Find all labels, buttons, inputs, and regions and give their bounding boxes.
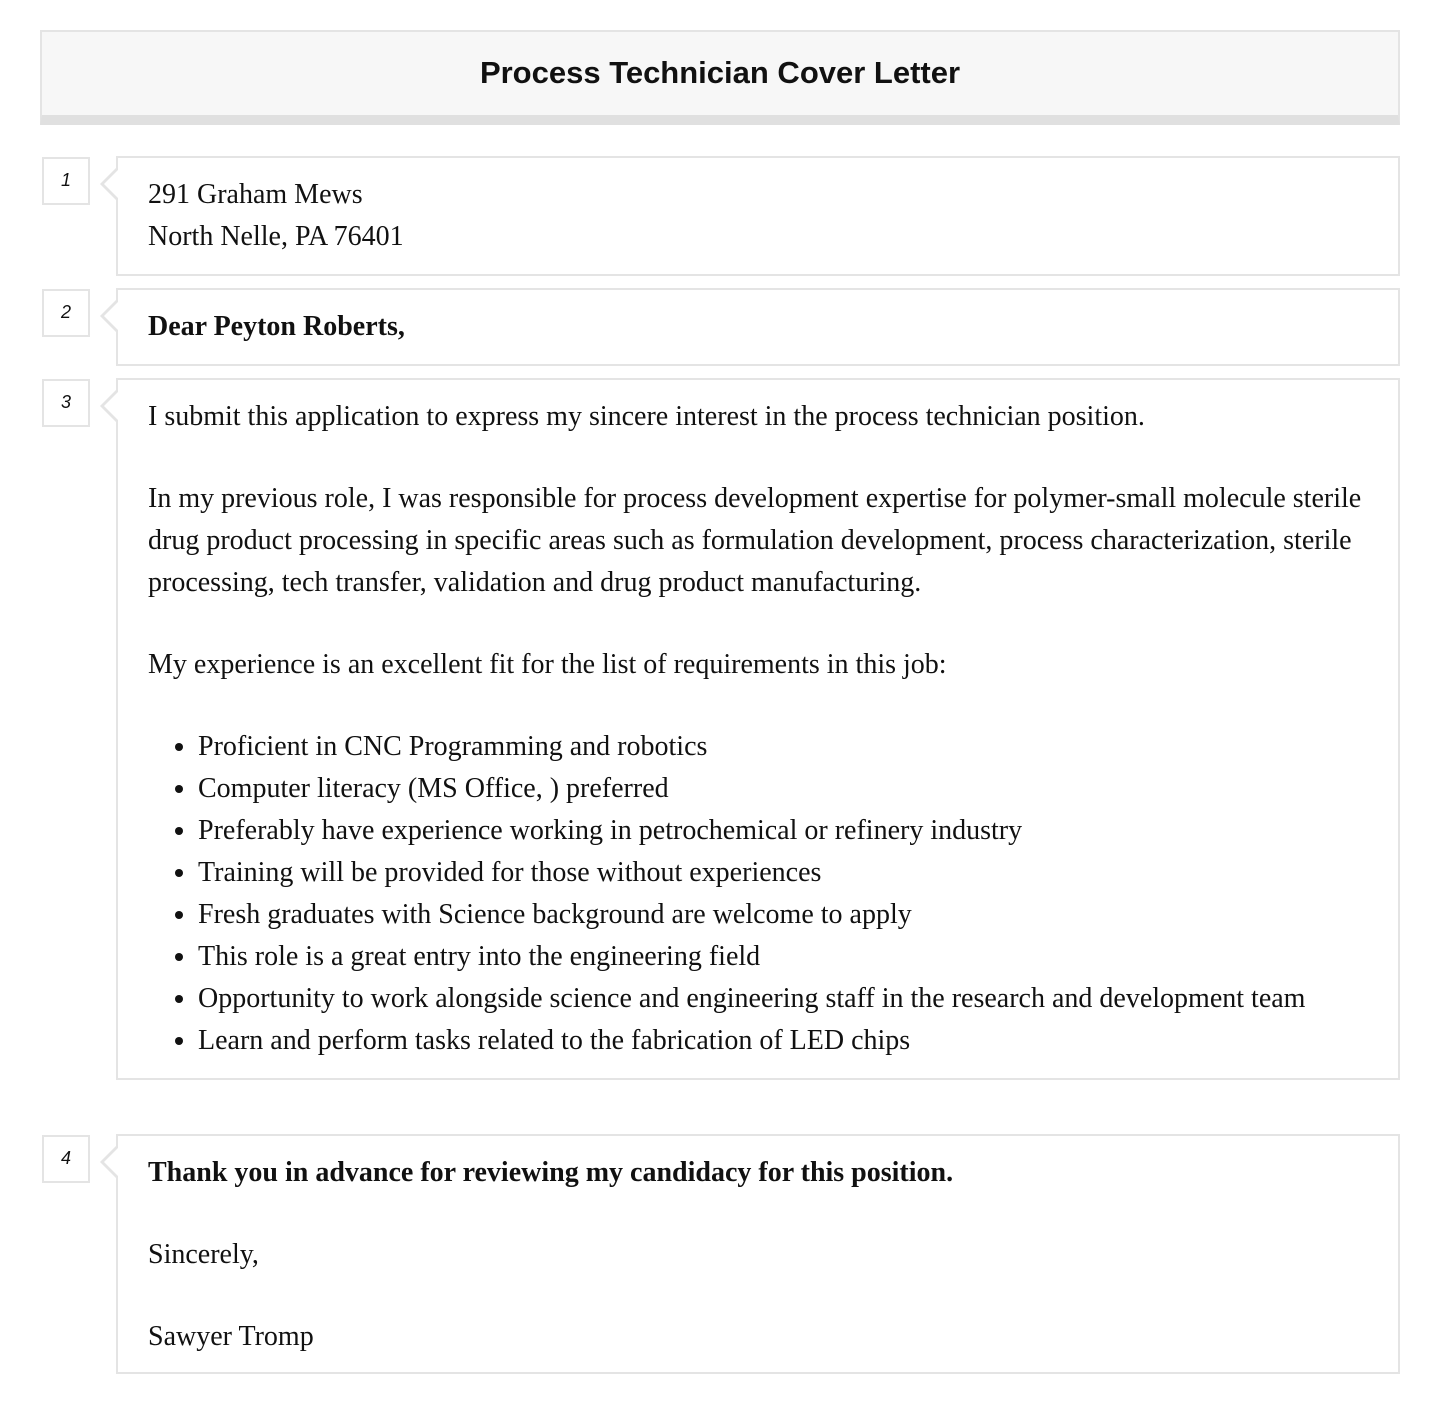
section-number: 1 <box>42 157 90 205</box>
body-block <box>116 378 1400 1080</box>
section-number: 4 <box>42 1135 90 1183</box>
salutation: Dear Peyton Roberts, <box>148 311 405 342</box>
list-item: • Training will be provided for those without experiences <box>198 852 1368 894</box>
closing-thanks: Thank you in advance for reviewing my candidacy for this position. <box>148 1157 954 1188</box>
page-title: Process Technician Cover Letter <box>479 54 961 90</box>
previous-role-paragraph: In my previous role, I was responsible for process development expertise for polymer-small molecule sterile drug product processing in specific areas such as formulation development, process characterization, sterile processing, tech transfer, validation and drug product manufacturing. <box>148 483 1362 598</box>
address-line-2: North Nelle, PA 76401 <box>148 221 404 252</box>
intro-paragraph: I submit this application to express my sincere interest in the process technician position. <box>148 401 1145 432</box>
list-item: • Proficient in CNC Programming and robotics <box>198 726 1368 768</box>
list-item: • Fresh graduates with Science background are welcome to apply <box>198 894 1368 936</box>
list-item: • Learn and perform tasks related to the fabrication of LED chips <box>198 1020 1368 1062</box>
list-item: • This role is a great entry into the engineering field <box>198 936 1368 978</box>
salutation-block <box>116 288 1400 366</box>
address-block <box>116 156 1400 276</box>
title-bar <box>40 30 1400 125</box>
list-item: • Opportunity to work alongside science and engineering staff in the research and development team <box>198 978 1368 1020</box>
list-item: • Computer literacy (MS Office, ) preferred <box>198 768 1368 810</box>
signoff: Sincerely, <box>148 1239 259 1270</box>
closing-block <box>116 1134 1400 1374</box>
requirements-intro: My experience is an excellent fit for the list of requirements in this job: <box>148 649 947 680</box>
address-line-1: 291 Graham Mews <box>148 179 363 210</box>
list-item: • Preferably have experience working in petrochemical or refinery industry <box>198 810 1368 852</box>
section-number: 3 <box>42 379 90 427</box>
requirements-list <box>148 726 1368 1062</box>
section-number: 2 <box>42 289 90 337</box>
signature-name: Sawyer Tromp <box>148 1321 314 1352</box>
